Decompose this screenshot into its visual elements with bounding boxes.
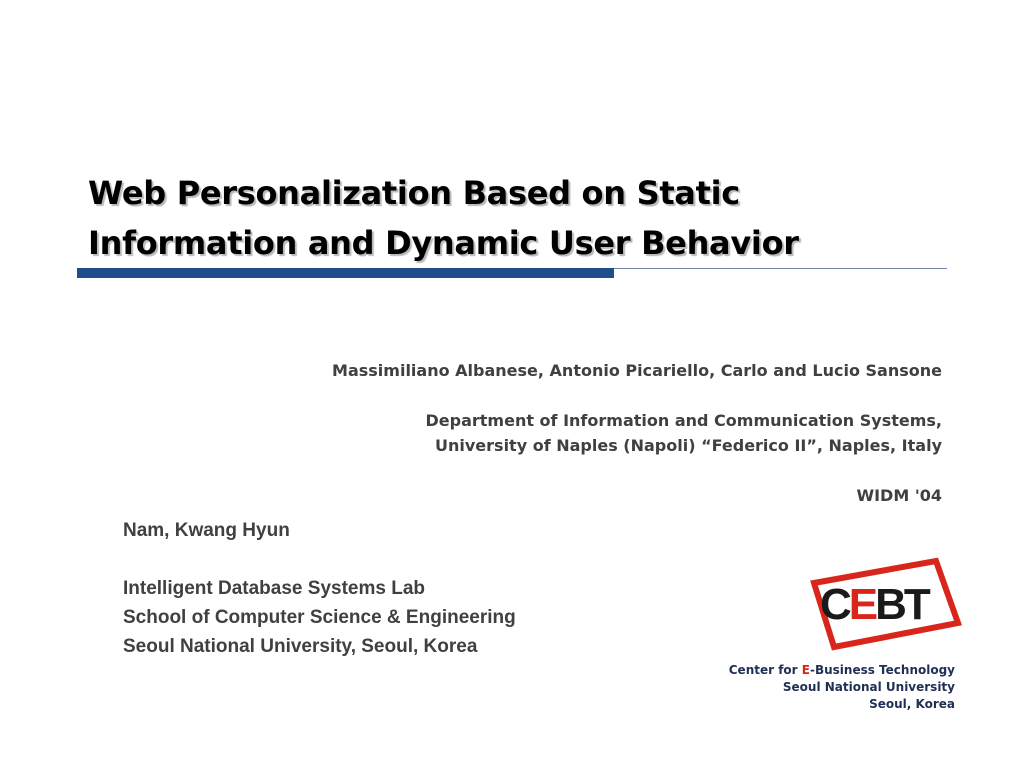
- presenter-info: [123, 516, 516, 661]
- center-name-prefix: Center for: [728, 663, 802, 677]
- paper-venue: WIDM '04: [856, 486, 942, 505]
- paper-affiliation-line-2: University of Naples (Napoli) “Federico II”, Naples, Italy: [435, 436, 942, 455]
- presenter-lab: Intelligent Database Systems Lab: [123, 578, 425, 599]
- cebt-logo-letter-c: C: [820, 580, 849, 629]
- presenter-name: Nam, Kwang Hyun: [123, 520, 290, 541]
- center-location: Seoul, Korea: [869, 697, 955, 711]
- cebt-logo-letter-e: E: [848, 580, 876, 629]
- spacer: [123, 545, 516, 574]
- slide-title: [88, 168, 948, 268]
- presenter-university: Seoul National University, Seoul, Korea: [123, 636, 478, 657]
- center-caption: [729, 662, 955, 713]
- paper-authors: Massimiliano Albanese, Antonio Picariello, Carlo and Lucio Sansone: [332, 361, 942, 380]
- title-underline-thin: [614, 268, 947, 269]
- cebt-logo-letters-bt: BT: [875, 580, 928, 629]
- center-university: Seoul National University: [782, 680, 955, 694]
- cebt-logo-text: [820, 580, 928, 629]
- slide-title-line-2: Information and Dynamic User Behavior: [88, 224, 799, 262]
- presenter-school: School of Computer Science & Engineering: [123, 607, 516, 628]
- spacer: [332, 458, 942, 483]
- slide-title-line-1: Web Personalization Based on Static: [88, 174, 740, 212]
- center-name: [729, 662, 955, 679]
- paper-affiliation-line-1: Department of Information and Communication Systems,: [425, 411, 942, 430]
- spacer: [332, 383, 942, 408]
- center-name-suffix: -Business Technology: [809, 663, 955, 677]
- title-underline-thick: [77, 268, 614, 278]
- paper-info: [332, 358, 942, 508]
- cebt-logo: [808, 555, 968, 655]
- center-name-accent: E: [801, 663, 810, 677]
